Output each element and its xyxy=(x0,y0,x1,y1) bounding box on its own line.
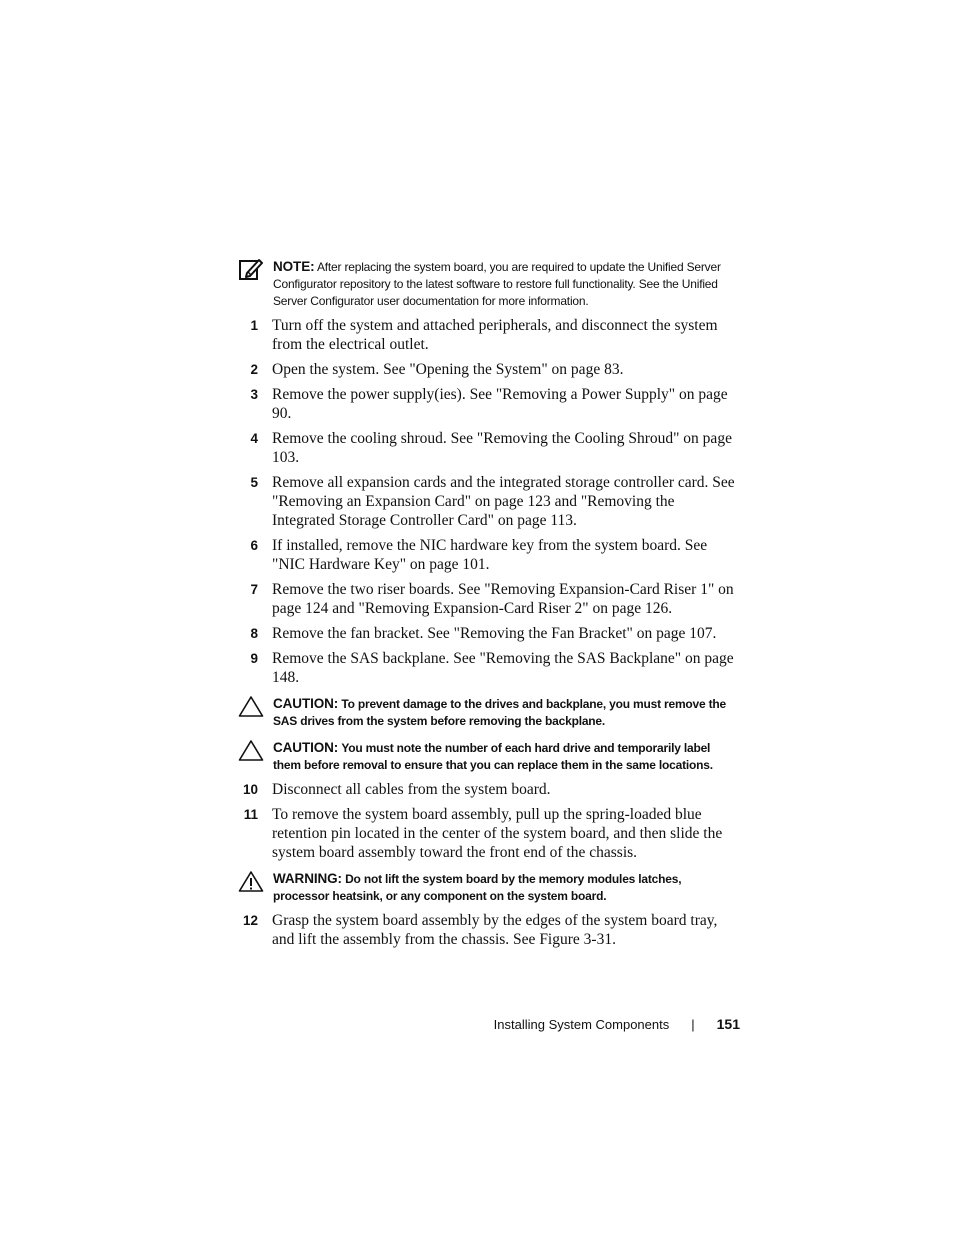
step-text: Disconnect all cables from the system board. xyxy=(272,781,551,798)
caution-triangle-icon xyxy=(238,739,264,763)
step-text: Open the system. See "Opening the System" on page 83. xyxy=(272,361,624,378)
step-number: 8 xyxy=(250,626,258,641)
note-box xyxy=(238,258,738,310)
warning-label: WARNING: xyxy=(273,871,342,886)
caution-label-2: CAUTION: xyxy=(273,740,339,755)
steps-list-a xyxy=(238,316,738,687)
step-text: To remove the system board assembly, pull up the spring-loaded blue retention pin located in the center of the system board, and then slide the system board assembly toward the front end of the chassis. xyxy=(272,806,723,861)
step-text: Remove the SAS backplane. See "Removing the SAS Backplane" on page 148. xyxy=(272,650,734,686)
step-number: 5 xyxy=(250,475,258,490)
step-item xyxy=(238,360,738,379)
step-number: 4 xyxy=(250,431,258,446)
step-text: Remove all expansion cards and the integrated storage controller card. See "Removing an Expansion Card" on page 123 and "Removing the Integrated Storage Controller Card" on page 113. xyxy=(272,474,735,529)
step-text: Remove the two riser boards. See "Removing Expansion-Card Riser 1" on page 124 and "Removing Expansion-Card Riser 2" on page 126. xyxy=(272,581,734,617)
warning-text: Do not lift the system board by the memory modules latches, processor heatsink, or any component on the system board. xyxy=(273,872,682,903)
caution-triangle-icon xyxy=(238,695,264,719)
note-label: NOTE: xyxy=(273,259,315,274)
step-item xyxy=(238,911,738,949)
step-text: Remove the cooling shroud. See "Removing the Cooling Shroud" on page 103. xyxy=(272,430,732,466)
warning-box xyxy=(238,870,738,905)
step-text: If installed, remove the NIC hardware key from the system board. See "NIC Hardware Key" on page 101. xyxy=(272,537,708,573)
caution-label-1: CAUTION: xyxy=(273,696,339,711)
step-number: 1 xyxy=(250,318,258,333)
step-text: Turn off the system and attached peripherals, and disconnect the system from the electrical outlet. xyxy=(272,317,718,353)
footer-separator: | xyxy=(691,1017,695,1032)
footer-section-title: Installing System Components xyxy=(493,1017,670,1032)
step-number: 9 xyxy=(250,651,258,666)
page-number: 151 xyxy=(716,1016,740,1032)
steps-list-b xyxy=(238,780,738,862)
step-number: 7 xyxy=(250,582,258,597)
note-text: After replacing the system board, you are required to update the Unified Server Configurator repository to the latest software to restore full functionality. See the Unified Server Configurator user documentation for more information. xyxy=(273,260,721,308)
steps-list-c xyxy=(238,911,738,949)
step-number: 3 xyxy=(250,387,258,402)
step-text: Remove the fan bracket. See "Removing the Fan Bracket" on page 107. xyxy=(272,625,717,642)
step-number: 6 xyxy=(250,538,258,553)
page-content xyxy=(238,258,738,949)
step-text: Grasp the system board assembly by the edges of the system board tray, and lift the assembly from the chassis. See Figure 3-31. xyxy=(272,912,718,948)
step-number: 2 xyxy=(250,362,258,377)
step-item xyxy=(238,580,738,618)
step-number: 10 xyxy=(242,782,258,797)
step-number: 11 xyxy=(243,807,258,822)
step-number: 12 xyxy=(242,913,258,928)
caution-text-2: You must note the number of each hard drive and temporarily label them before removal to ensure that you can replace them in the same locations. xyxy=(273,741,713,772)
step-text: Remove the power supply(ies). See "Removing a Power Supply" on page 90. xyxy=(272,386,728,422)
caution-box-2 xyxy=(238,739,738,774)
step-item xyxy=(238,473,738,530)
step-item xyxy=(238,536,738,574)
caution-text-1: To prevent damage to the drives and backplane, you must remove the SAS drives from the system before removing the backplane. xyxy=(273,697,727,728)
page-footer xyxy=(440,1015,740,1034)
warning-exclamation-icon xyxy=(238,870,264,894)
pencil-note-icon xyxy=(238,258,264,282)
step-item xyxy=(238,805,738,862)
step-item xyxy=(238,780,738,799)
step-item xyxy=(238,624,738,643)
step-item xyxy=(238,316,738,354)
step-item xyxy=(238,429,738,467)
step-item xyxy=(238,385,738,423)
caution-box-1 xyxy=(238,695,738,730)
step-item xyxy=(238,649,738,687)
